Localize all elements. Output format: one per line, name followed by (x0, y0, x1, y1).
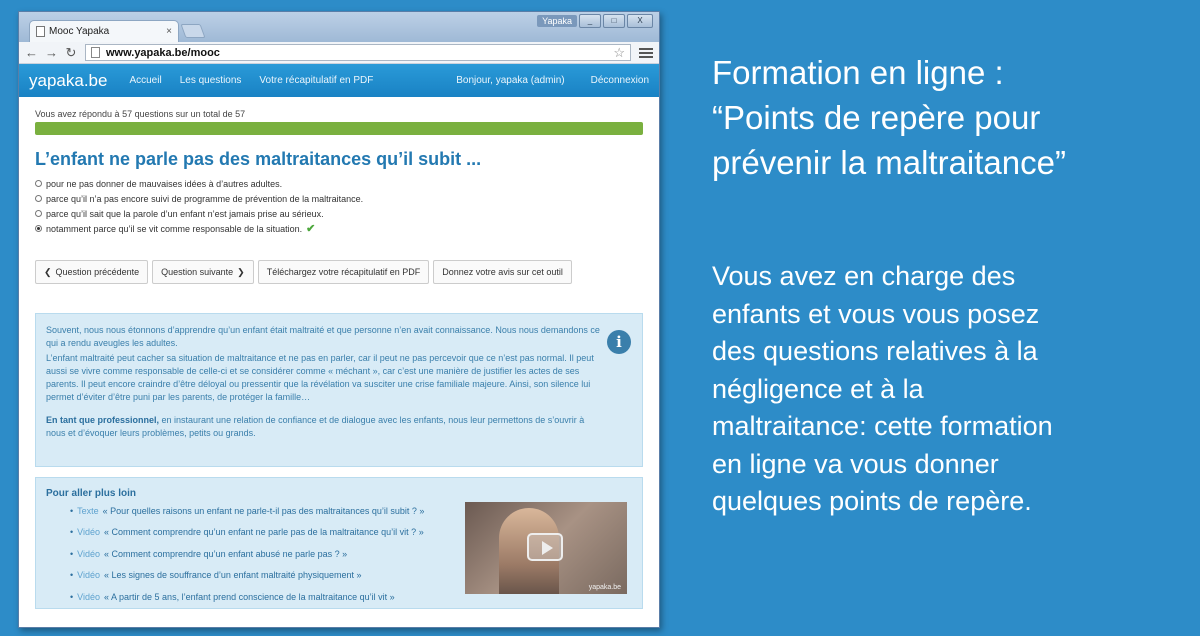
browser-window (18, 11, 660, 628)
next-question-button[interactable] (152, 260, 254, 284)
download-pdf-button[interactable] (258, 260, 430, 284)
body-line: quelques points de repère. (712, 486, 1032, 516)
chevron-right-icon: ❯ (237, 266, 245, 277)
bookmark-star-icon[interactable]: ☆ (613, 44, 625, 60)
url-text[interactable]: www.yapaka.be/mooc (106, 46, 220, 59)
button-label: Donnez votre avis sur cet outil (442, 267, 563, 277)
headline-line: “Points de repère pour (712, 99, 1041, 136)
bullet-icon: • (70, 505, 74, 516)
minimize-button[interactable]: _ (579, 14, 601, 28)
info-paragraph: L’enfant maltraité peut cacher sa situation de maltraitance et ne pas en parler, car il peut ne pas percevoir que ce n’est pas normal. Il peut aussi se vivre comme responsable de celle-ci et se considérer comme « méchant », car c’est une manière de justifier les actes de ses parents. Il peut encore craindre d’être déloyal ou pressentir que la révélation va susciter une crise familiale majeure. Ainsi, son silence lui permet d’éviter d’être puni par les parents, de protéger la famille… (46, 353, 594, 402)
answer-option[interactable] (35, 221, 643, 236)
forward-arrow-icon[interactable]: → (45, 45, 58, 60)
question-title: L’enfant ne parle pas des maltraitances qu’il subit ... (35, 149, 482, 169)
browser-titlebar (19, 12, 659, 42)
video-watermark: yapaka.be (588, 584, 621, 591)
body-line: enfants et vous vous posez (712, 298, 1040, 329)
checkmark-icon: ✔ (306, 223, 316, 235)
resource-kind: Texte (77, 505, 99, 516)
answer-options (35, 176, 643, 236)
radio-button[interactable] (35, 195, 42, 202)
page-icon (36, 26, 45, 37)
browser-toolbar (19, 42, 659, 64)
progress-fill (35, 122, 643, 135)
answer-option[interactable] (35, 176, 643, 191)
close-window-button[interactable]: X (627, 14, 653, 28)
option-label: parce qu’il sait que la parole d’un enfant n’est jamais prise au sérieux. (46, 208, 324, 219)
page-icon (91, 47, 100, 58)
main-content (19, 97, 659, 609)
bullet-icon: • (70, 570, 74, 581)
answer-option[interactable] (35, 191, 643, 206)
resource-kind: Vidéo (77, 570, 101, 581)
reload-icon[interactable]: ↻ (65, 44, 77, 60)
logout-link[interactable]: Déconnexion (590, 75, 649, 86)
radio-button[interactable] (35, 180, 42, 187)
feedback-button[interactable] (433, 260, 572, 284)
resource-title[interactable]: « Comment comprendre qu’un enfant abusé ne parle pas ? » (104, 548, 348, 559)
site-brand[interactable]: yapaka.be (29, 70, 108, 90)
window-title: Yapaka (537, 15, 577, 27)
play-icon[interactable] (527, 533, 563, 561)
button-label: Question suivante (161, 267, 234, 277)
radio-button[interactable] (35, 210, 42, 217)
info-panel (35, 313, 643, 467)
resource-title[interactable]: « Les signes de souffrance d’un enfant maltraité physiquement » (104, 570, 362, 581)
radio-button-selected[interactable] (35, 225, 42, 232)
further-reading-title: Pour aller plus loin (46, 488, 137, 499)
button-label: Téléchargez votre récapitulatif en PDF (266, 267, 421, 277)
info-bold: En tant que professionnel, (46, 415, 160, 425)
option-label: parce qu’il n’a pas encore suivi de programme de prévention de la maltraitance. (46, 193, 364, 204)
browser-menu-icon[interactable] (639, 48, 653, 58)
promo-headline (712, 50, 1182, 185)
page-viewport (19, 64, 659, 627)
video-thumbnail[interactable] (465, 502, 627, 594)
progress-label: Vous avez répondu à 57 questions sur un total de 57 (35, 109, 246, 119)
action-buttons (35, 260, 643, 284)
progress-bar (35, 122, 643, 135)
button-label: Question précédente (55, 267, 140, 277)
chevron-left-icon: ❮ (44, 266, 52, 277)
info-paragraph: Souvent, nous nous étonnons d’apprendre qu’un enfant était maltraité et que personne n’en avait connaissance. Nous nous demandons ce qui a rendu aveugles les adultes. (46, 325, 600, 348)
address-bar[interactable] (85, 44, 631, 61)
body-line: des questions relatives à la (712, 336, 1038, 366)
bullet-icon: • (70, 548, 74, 559)
tab-close-icon[interactable]: × (166, 26, 172, 37)
body-line: négligence et à la (712, 373, 924, 404)
answer-option[interactable] (35, 206, 643, 221)
browser-tab[interactable] (29, 20, 179, 42)
further-reading-panel (35, 477, 643, 609)
resource-title[interactable]: « A partir de 5 ans, l’enfant prend conscience de la maltraitance qu’il vit » (104, 591, 395, 602)
body-line: maltraitance: cette formation (712, 411, 1053, 441)
new-tab-button[interactable] (180, 24, 205, 38)
body-line: Vous avez en charge des (712, 261, 1016, 291)
resource-kind: Vidéo (77, 527, 101, 538)
resource-title[interactable]: « Comment comprendre qu’un enfant ne parle pas de la maltraitance qu’il vit ? » (104, 527, 424, 538)
nav-recap-pdf[interactable]: Votre récapitulatif en PDF (259, 75, 374, 86)
previous-question-button[interactable] (35, 260, 148, 284)
back-arrow-icon[interactable]: ← (25, 45, 38, 60)
bullet-icon: • (70, 591, 74, 602)
info-paragraph (46, 414, 601, 440)
nav-questions[interactable]: Les questions (179, 75, 242, 86)
maximize-button[interactable]: □ (603, 14, 625, 28)
user-greeting[interactable]: Bonjour, yapaka (admin) (456, 75, 565, 86)
info-rest: en instaurant une relation de confiance et de dialogue avec les enfants, nous leur permettons de s’ouvrir à nous et d’évoquer leurs problèmes, petits ou grands. (46, 415, 585, 438)
bullet-icon: • (70, 527, 74, 538)
resource-kind: Vidéo (77, 591, 101, 602)
tab-title: Mooc Yapaka (49, 26, 110, 37)
option-label: notamment parce qu’il se vit comme responsable de la situation. (46, 223, 303, 234)
promo-body (712, 258, 1182, 521)
resource-title[interactable]: « Pour quelles raisons un enfant ne parle-t-il pas des maltraitances qu’il subit ? » (102, 505, 425, 516)
resource-kind: Vidéo (77, 548, 101, 559)
site-navbar (19, 64, 659, 97)
info-icon: i (607, 330, 631, 354)
headline-line: prévenir la maltraitance” (712, 144, 1066, 181)
headline-line: Formation en ligne : (712, 54, 1004, 91)
option-label: pour ne pas donner de mauvaises idées à d’autres adultes. (46, 178, 283, 189)
nav-accueil[interactable]: Accueil (129, 75, 162, 86)
body-line: en ligne va vous donner (712, 448, 999, 479)
